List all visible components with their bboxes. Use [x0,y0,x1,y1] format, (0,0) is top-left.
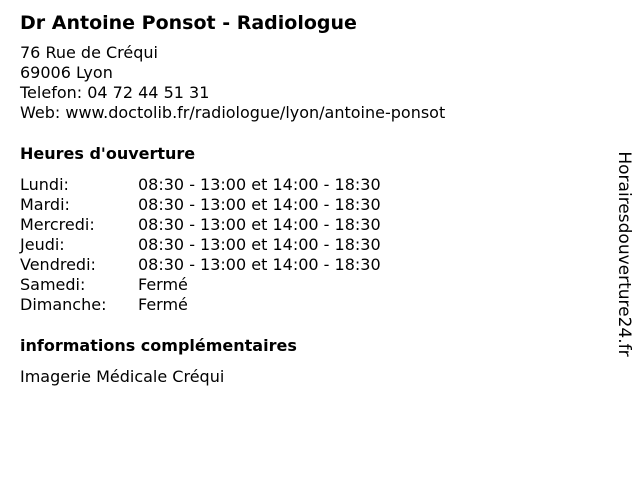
time-value: 08:30 - 13:00 et 14:00 - 18:30 [138,235,381,254]
address-block [20,43,610,123]
address-web: Web: www.doctolib.fr/radiologue/lyon/antoine-ponsot [20,103,446,122]
listing [20,10,610,387]
page-title: Dr Antoine Ponsot - Radiologue [20,12,357,34]
time-value: 08:30 - 13:00 et 14:00 - 18:30 [138,215,381,234]
hours-table [20,175,610,315]
hours-row-friday [20,255,610,275]
hours-row-saturday [20,275,610,295]
hours-row-wednesday [20,215,610,235]
day-label: Lundi: [20,175,69,194]
day-label: Mercredi: [20,215,95,234]
address-street: 76 Rue de Créqui [20,43,158,62]
time-value: Fermé [138,275,188,294]
day-label: Jeudi: [20,235,65,254]
day-label: Vendredi: [20,255,96,274]
hours-heading: Heures d'ouverture [20,144,196,163]
day-label: Samedi: [20,275,86,294]
time-value: 08:30 - 13:00 et 14:00 - 18:30 [138,175,381,194]
hours-row-thursday [20,235,610,255]
hours-row-monday [20,175,610,195]
hours-row-tuesday [20,195,610,215]
site-watermark: Horairesdouverture24.fr [614,151,634,357]
hours-row-sunday [20,295,610,315]
day-label: Dimanche: [20,295,107,314]
time-value: 08:30 - 13:00 et 14:00 - 18:30 [138,255,381,274]
address-phone: Telefon: 04 72 44 51 31 [20,83,210,102]
address-city: 69006 Lyon [20,63,113,82]
info-heading: informations complémentaires [20,336,297,355]
time-value: Fermé [138,295,188,314]
day-label: Mardi: [20,195,70,214]
time-value: 08:30 - 13:00 et 14:00 - 18:30 [138,195,381,214]
info-text: Imagerie Médicale Créqui [20,367,225,386]
